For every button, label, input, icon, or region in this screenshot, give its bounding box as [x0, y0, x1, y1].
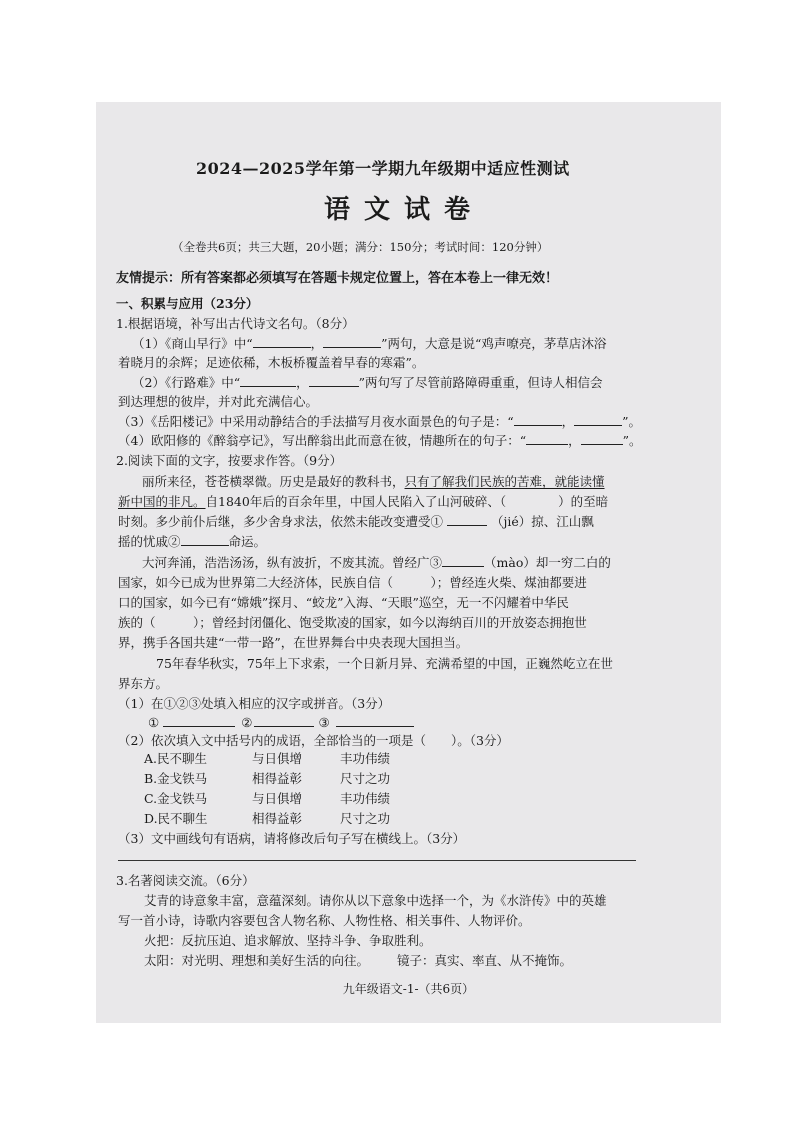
- passage-para2-line1: 大河奔涌，浩浩汤汤，纵有波折，不废其流。曾经广③ （mào）却一穷二白的: [142, 555, 611, 570]
- q2-sub1-blanks: ① ② ③: [148, 714, 414, 732]
- q1-part1: （1）《商山早行》中“ ， ”两句，大意是说“鸡声嘹亮，茅草店沐浴: [132, 336, 607, 351]
- option-label: B.金戈铁马: [144, 771, 208, 786]
- passage-para2-line5: 界，携手各国共建“一带一路”，在世界舞台中央表现大国担当。: [118, 635, 469, 650]
- q3-line1: 艾青的诗意象丰富，意蕴深刻。请你从以下意象中选择一个，为《水浒传》中的英雄: [144, 893, 607, 908]
- friendly-tip: 友情提示：所有答案都必须填写在答题卡规定位置上，答在本卷上一律无效！: [116, 271, 559, 286]
- q2-title: 2.阅读下面的文字，按要求作答。（9分）: [116, 453, 343, 468]
- option-w2: 与日俱增: [252, 751, 303, 766]
- passage-para2-line3: 口的国家，如今已有“嫦娥”探月、“蛟龙”入海、“天眼”巡空，无一不闪耀着中华民: [118, 595, 569, 610]
- q2-sub3: （3）文中画线句有语病，请将修改后句子写在横线上。（3分）: [118, 831, 466, 846]
- option-label: D.民不聊生: [144, 811, 208, 826]
- page-footer: 九年级语文-1-（共6页）: [342, 982, 475, 996]
- option-w3: 丰功伟绩: [340, 791, 391, 806]
- option-w3: 尺寸之功: [340, 811, 391, 826]
- option-label: C.金戈铁马: [144, 791, 208, 806]
- q3-title: 3.名著阅读交流。（6分）: [116, 873, 255, 888]
- q1-part4: （4）欧阳修的《醉翁亭记》，写出醉翁出此而意在彼，情趣所在的句子：“ ， ”。: [118, 433, 642, 448]
- passage-para1-line4: 摇的忧戚② 命运。: [118, 534, 267, 549]
- exam-subject: 语文试卷: [324, 195, 485, 225]
- q1-title: 1.根据语境，补写出古代诗文名句。（8分）: [116, 316, 355, 331]
- q1-part2-cont: 到达理想的彼岸，并对此充满信心。: [118, 394, 319, 409]
- exam-info-note: （全卷共6页；共三大题，20小题；满分：150分；考试时间：120分钟）: [172, 240, 549, 254]
- q2-sub2: （2）依次填入文中括号内的成语，全部恰当的一项是（ ）。（3分）: [118, 733, 509, 748]
- passage-para1-line3: 时刻。多少前仆后继，多少舍身求法，依然未能改变遭受① （jié）掠、江山飘: [118, 514, 594, 529]
- exam-page: [96, 102, 721, 1023]
- q3-line2: 写一首小诗，诗歌内容要包含人物名称、人物性格、相关事件、人物评价。: [118, 913, 531, 928]
- option-w2: 相得益彰: [252, 811, 303, 826]
- option-label: A.民不聊生: [144, 751, 208, 766]
- q3-line3: 火把：反抗压迫、追求解放、坚持斗争、争取胜利。: [144, 933, 432, 948]
- option-w3: 尺寸之功: [340, 771, 391, 786]
- option-w2: 与日俱增: [252, 791, 303, 806]
- q1-part1-cont: 着晓月的余辉；足迹依稀，木板桥覆盖着早春的寒霜”。: [118, 355, 425, 370]
- q2-sub1: （1）在①②③处填入相应的汉字或拼音。（3分）: [118, 696, 391, 711]
- exam-title: 2024—2025学年第一学期九年级期中适应性测试: [196, 159, 570, 178]
- q1-part3: （3）《岳阳楼记》中采用动静结合的手法描写月夜水面景色的句子是：“ ， ”。: [118, 414, 642, 429]
- q1-part2: （2）《行路难》中“ ， ”两句写了尽管前路障碍重重，但诗人相信会: [132, 375, 603, 390]
- passage-para2-line4: 族的（ ）；曾经封闭僵化、饱受欺凌的国家，如今以海纳百川的开放姿态拥抱世: [118, 615, 587, 630]
- answer-line: [118, 860, 636, 861]
- section-heading: 一、积累与应用（23分）: [116, 296, 259, 311]
- option-w3: 丰功伟绩: [340, 751, 391, 766]
- passage-para3-line2: 界东方。: [118, 676, 169, 691]
- option-w2: 相得益彰: [252, 771, 303, 786]
- underlined-sentence: 只有了解我们民族的苦难，就能读懂: [404, 474, 605, 489]
- passage-para1-line1: 丽所来径，苍苍横翠微。历史是最好的教科书，只有了解我们民族的苦难，就能读懂: [142, 474, 605, 489]
- passage-para2-line2: 国家，如今已成为世界第二大经济体，民族自信（ ）；曾经连火柴、煤油都要进: [118, 575, 587, 590]
- q3-line4: 太阳：对光明、理想和美好生活的向往。 镜子：真实、率直、从不掩饰。: [144, 953, 573, 968]
- passage-para3-line1: 75年春华秋实，75年上下求索，一个日新月异、充满希望的中国，正巍然屹立在世: [156, 656, 613, 671]
- passage-para1-line2: 新中国的非凡。自1840年后的百余年里，中国人民陷入了山河破碎、（ ）的至暗: [118, 494, 609, 509]
